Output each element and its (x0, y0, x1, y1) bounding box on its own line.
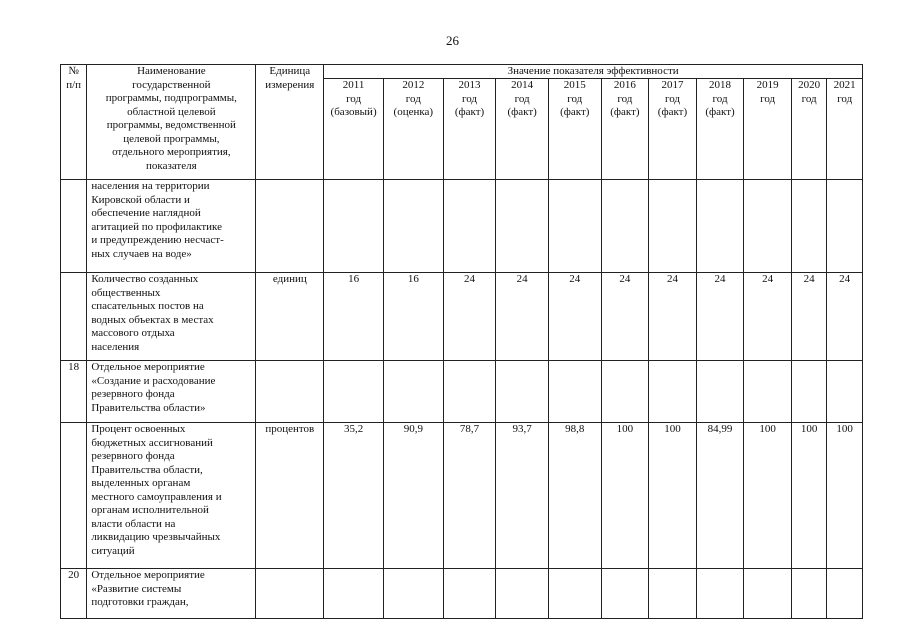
header-unit (256, 65, 324, 180)
text-line: год (760, 92, 776, 105)
text-line: год (617, 92, 633, 105)
text-line: 2016 (613, 79, 636, 91)
text-line: Правительства области» (91, 401, 206, 414)
text-line: год (514, 92, 530, 105)
header-year-2016 (601, 79, 649, 180)
text-line: Отдельное мероприятие (91, 361, 205, 373)
value-cell-2020: 24 (791, 273, 826, 361)
value-cell-2016: 24 (601, 273, 649, 361)
value-cell-2013 (443, 569, 496, 619)
value-cell-2021 (827, 361, 863, 423)
text-line: резервного фонда (91, 388, 175, 400)
text-line: измерения (265, 78, 315, 91)
value-cell-2015 (548, 361, 601, 423)
text-line: целевой программы, (123, 132, 220, 145)
row-unit-cell: процентов (256, 423, 324, 569)
text-line: Количество созданных (91, 273, 199, 285)
text-line: № (68, 65, 79, 77)
header-year-2015 (548, 79, 601, 180)
text-line: (факт) (507, 106, 537, 118)
row-name-cell (87, 273, 256, 361)
text-line: Отдельное мероприятие (91, 569, 205, 581)
text-line: (оценка) (393, 106, 434, 118)
row-unit-cell (256, 361, 324, 423)
table-row (61, 180, 863, 273)
header-year-2014 (496, 79, 549, 180)
text-line: (факт) (454, 106, 485, 118)
value-cell-2017: 24 (649, 273, 697, 361)
text-line: (факт) (560, 106, 590, 118)
header-year-2018 (696, 79, 744, 180)
text-line: 2015 (563, 79, 586, 91)
row-number-cell (61, 423, 87, 569)
value-cell-2014: 93,7 (496, 423, 549, 569)
value-cell-2018: 84,99 (696, 423, 744, 569)
table-row (61, 569, 863, 619)
text-line: отдельного мероприятия, (112, 146, 231, 158)
value-cell-2014 (496, 361, 549, 423)
text-line: 2013 (458, 79, 481, 91)
text-line: 2014 (511, 79, 534, 91)
text-line: Единица (269, 65, 311, 77)
value-cell-2012 (383, 180, 443, 273)
value-cell-2015 (548, 569, 601, 619)
row-name-cell (87, 569, 256, 619)
value-cell-2011: 35,2 (324, 423, 384, 569)
text-line: местного самоуправления и (91, 490, 222, 503)
value-cell-2021 (827, 180, 863, 273)
row-unit-cell (256, 569, 324, 619)
header-year-2011 (324, 79, 384, 180)
header-year-2017 (649, 79, 697, 180)
text-line: 2020 (798, 79, 821, 91)
value-cell-2015 (548, 180, 601, 273)
value-cell-2018 (696, 361, 744, 423)
text-line: ситуаций (91, 544, 135, 557)
value-cell-2011 (324, 361, 384, 423)
text-line: 2017 (661, 79, 684, 91)
text-line: 2019 (756, 79, 779, 91)
text-line: ных случаев на воде» (91, 247, 192, 260)
value-cell-2011: 16 (324, 273, 384, 361)
text-line: Наименование (137, 65, 206, 77)
text-line: населения на территории (91, 180, 210, 192)
value-cell-2011 (324, 180, 384, 273)
value-cell-2021 (827, 569, 863, 619)
value-cell-2016 (601, 180, 649, 273)
text-line: и предупреждению несчаст- (91, 234, 224, 246)
text-line: Правительства области, (91, 463, 203, 476)
row-number-cell: 20 (61, 569, 87, 619)
text-line: (факт) (610, 106, 640, 118)
header-year-2021 (827, 79, 863, 180)
row-unit-cell: единиц (256, 273, 324, 361)
value-cell-2020 (791, 361, 826, 423)
value-cell-2012 (383, 569, 443, 619)
text-line: год (405, 92, 421, 105)
value-cell-2016: 100 (601, 423, 649, 569)
text-line: населения (91, 340, 140, 353)
text-line: год (801, 92, 817, 105)
header-name (87, 65, 256, 180)
text-line: 2021 (833, 79, 856, 91)
text-line: (факт) (705, 106, 735, 118)
text-line: год (461, 92, 478, 105)
value-cell-2021: 24 (827, 273, 863, 361)
text-line: «Развитие системы (91, 582, 182, 595)
table-row (61, 273, 863, 361)
value-cell-2013: 78,7 (443, 423, 496, 569)
text-line: год (664, 92, 680, 105)
row-name-cell (87, 423, 256, 569)
text-line: бюджетных ассигнований (91, 436, 213, 449)
value-cell-2011 (324, 569, 384, 619)
text-line: агитацией по профилактике (91, 220, 222, 233)
row-number-cell (61, 180, 87, 273)
value-cell-2012: 16 (383, 273, 443, 361)
value-cell-2014 (496, 569, 549, 619)
value-cell-2017 (649, 569, 697, 619)
page-number: 26 (446, 33, 459, 48)
value-cell-2012: 90,9 (383, 423, 443, 569)
text-line: п/п (66, 78, 82, 91)
value-cell-2019 (744, 361, 792, 423)
header-year-2019 (744, 79, 792, 180)
value-cell-2016 (601, 361, 649, 423)
text-line: органам исполнительной (91, 504, 209, 516)
text-line: общественных (91, 286, 161, 299)
text-line: год (567, 92, 583, 105)
header-values-group: Значение показателя эффективности (324, 65, 863, 79)
text-line: подготовки граждан, (91, 596, 189, 608)
text-line: программы, подпрограммы, (105, 92, 237, 104)
text-line: областной целевой (127, 105, 216, 118)
text-line: резервного фонда (91, 450, 175, 462)
header-row-group (61, 65, 863, 79)
header-year-2020 (791, 79, 826, 180)
value-cell-2018 (696, 569, 744, 619)
text-line: выделенных органам (91, 477, 191, 489)
row-number-cell (61, 273, 87, 361)
value-cell-2017: 100 (649, 423, 697, 569)
value-cell-2020 (791, 569, 826, 619)
value-cell-2019 (744, 569, 792, 619)
text-line: год (712, 92, 728, 105)
text-line: 2011 (342, 79, 365, 91)
row-name-cell (87, 361, 256, 423)
text-line: спасательных постов на (91, 300, 204, 312)
value-cell-2021: 100 (827, 423, 863, 569)
value-cell-2014: 24 (496, 273, 549, 361)
value-cell-2012 (383, 361, 443, 423)
table-body (61, 180, 863, 619)
value-cell-2015: 24 (548, 273, 601, 361)
value-cell-2017 (649, 361, 697, 423)
text-line: массового отдыха (91, 327, 175, 339)
value-cell-2013 (443, 361, 496, 423)
text-line: ликвидацию чрезвычайных (91, 531, 221, 543)
text-line: 2012 (402, 79, 425, 91)
text-line: Кировской области и (91, 193, 190, 206)
text-line: государственной (132, 78, 211, 91)
text-line: программы, ведомственной (106, 119, 236, 131)
table-row (61, 361, 863, 423)
text-line: власти области на (91, 517, 176, 530)
value-cell-2020 (791, 180, 826, 273)
value-cell-2017 (649, 180, 697, 273)
row-unit-cell (256, 180, 324, 273)
text-line: Процент освоенных (91, 423, 186, 435)
performance-indicators-table (60, 64, 863, 619)
value-cell-2013 (443, 180, 496, 273)
header-num (61, 65, 87, 180)
text-line: 2018 (709, 79, 732, 91)
value-cell-2019: 100 (744, 423, 792, 569)
text-line: (базовый) (330, 106, 377, 118)
value-cell-2018 (696, 180, 744, 273)
value-cell-2019: 24 (744, 273, 792, 361)
table-row (61, 423, 863, 569)
table-header (61, 65, 863, 180)
value-cell-2018: 24 (696, 273, 744, 361)
text-line: (факт) (657, 106, 688, 118)
value-cell-2015: 98,8 (548, 423, 601, 569)
text-line: год (837, 92, 853, 105)
row-name-cell (87, 180, 256, 273)
text-line: год (346, 92, 362, 105)
value-cell-2016 (601, 569, 649, 619)
text-line: показателя (146, 159, 197, 172)
row-number-cell: 18 (61, 361, 87, 423)
value-cell-2014 (496, 180, 549, 273)
text-line: обеспечение наглядной (91, 207, 201, 219)
value-cell-2020: 100 (791, 423, 826, 569)
text-line: водных объектах в местах (91, 313, 214, 326)
value-cell-2019 (744, 180, 792, 273)
header-year-2013 (443, 79, 496, 180)
text-line: «Создание и расходование (91, 374, 216, 387)
value-cell-2013: 24 (443, 273, 496, 361)
header-year-2012 (383, 79, 443, 180)
